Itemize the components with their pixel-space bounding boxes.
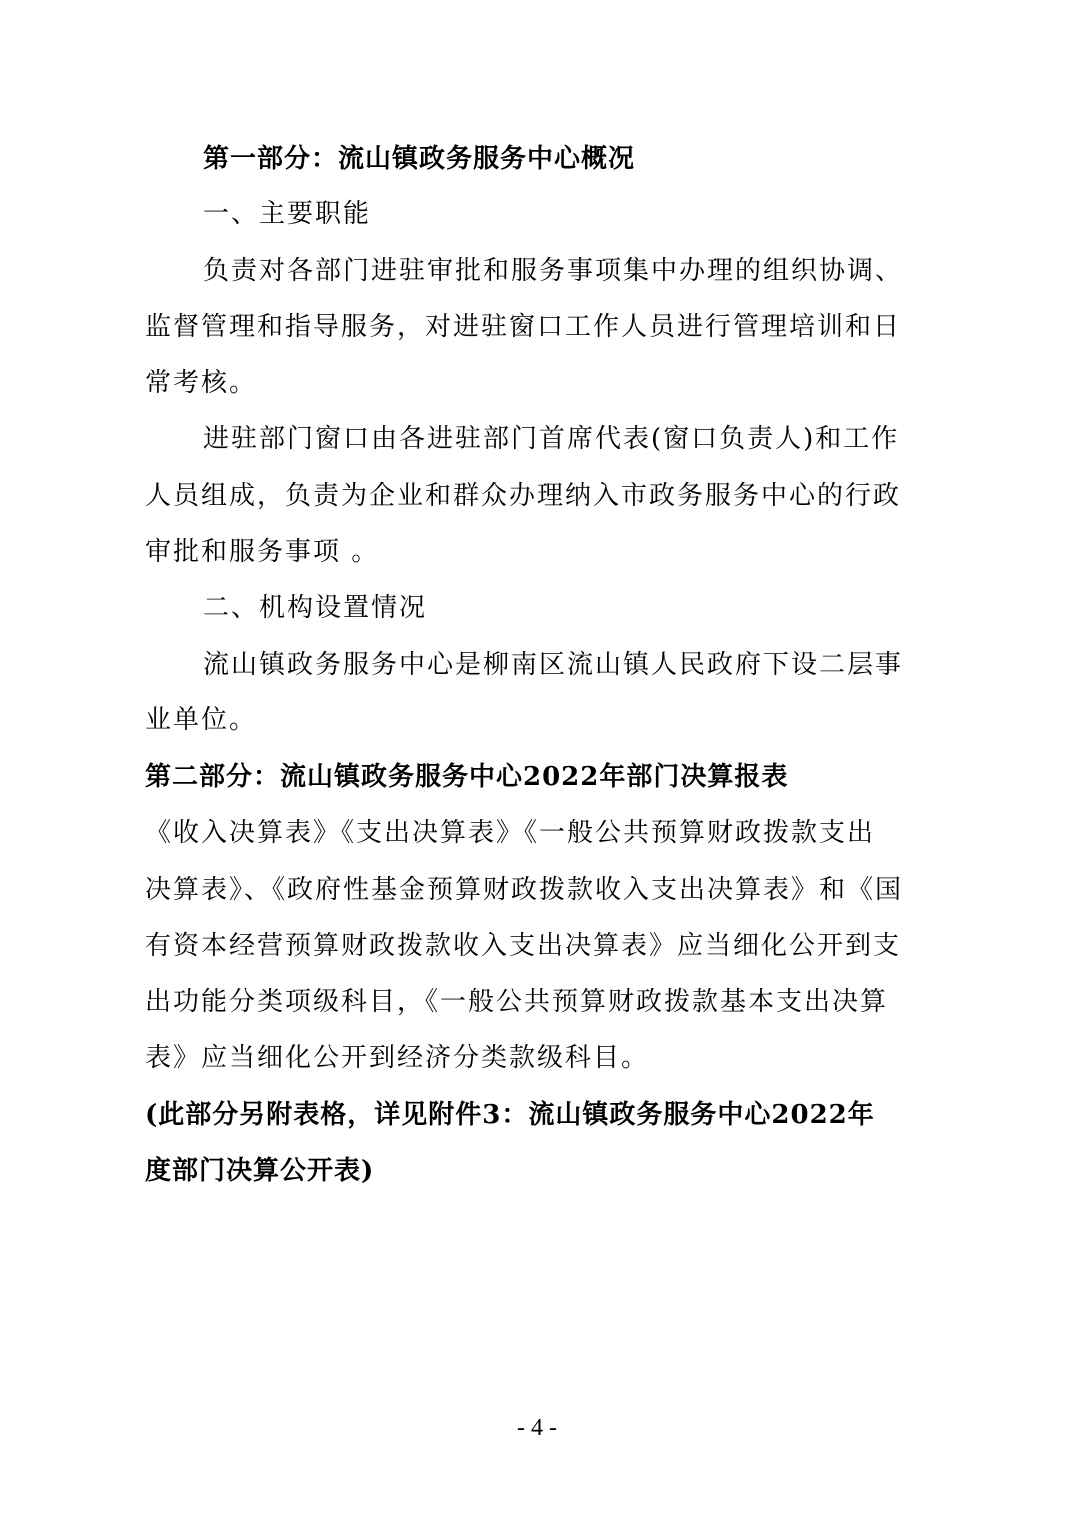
section1-paragraph1-line1: 负责对各部门进驻审批和服务事项集中办理的组织协调、 [203,256,904,286]
part2-note-line2: 度部门决算公开表) [145,1156,375,1186]
section1-paragraph2-line3: 审批和服务事项 。 [145,537,380,567]
section1-paragraph2-line2: 人员组成，负责为企业和群众办理纳入市政务服务中心的行政 [145,481,902,511]
part2-body-line4: 出功能分类项级科目，《一般公共预算财政拨款基本支出决算 [145,987,889,1017]
section2-paragraph-line2: 业单位。 [145,705,258,735]
part2-body-line5: 表》应当细化公开到经济分类款级科目。 [145,1043,650,1073]
part2-body-line2: 决算表》、《政府性基金预算财政拨款收入支出决算表》和《国 [145,875,904,905]
section1-paragraph1-line2: 监督管理和指导服务，对进驻窗口工作人员进行管理培训和日 [145,312,902,342]
part2-heading: 第二部分：流山镇政务服务中心2022年部门决算报表 [145,762,789,792]
part1-heading: 第一部分：流山镇政务服务中心概况 [203,144,636,174]
page-number: - 4 - [517,1415,557,1441]
section1-paragraph2-line1: 进驻部门窗口由各进驻部门首席代表(窗口负责人)和工作 [203,424,900,454]
part2-note-line1: (此部分另附表格，详见附件3：流山镇政务服务中心2022年 [145,1100,875,1130]
section1-paragraph1-line3: 常考核。 [145,368,258,398]
section1-title: 一、主要职能 [203,199,372,229]
section2-paragraph-line1: 流山镇政务服务中心是柳南区流山镇人民政府下设二层事 [203,650,904,680]
part2-body-line1: 《收入决算表》《支出决算表》《一般公共预算财政拨款支出 [145,818,876,848]
part2-body-line3: 有资本经营预算财政拨款收入支出决算表》应当细化公开到支 [145,931,902,961]
section2-title: 二、机构设置情况 [203,593,428,623]
